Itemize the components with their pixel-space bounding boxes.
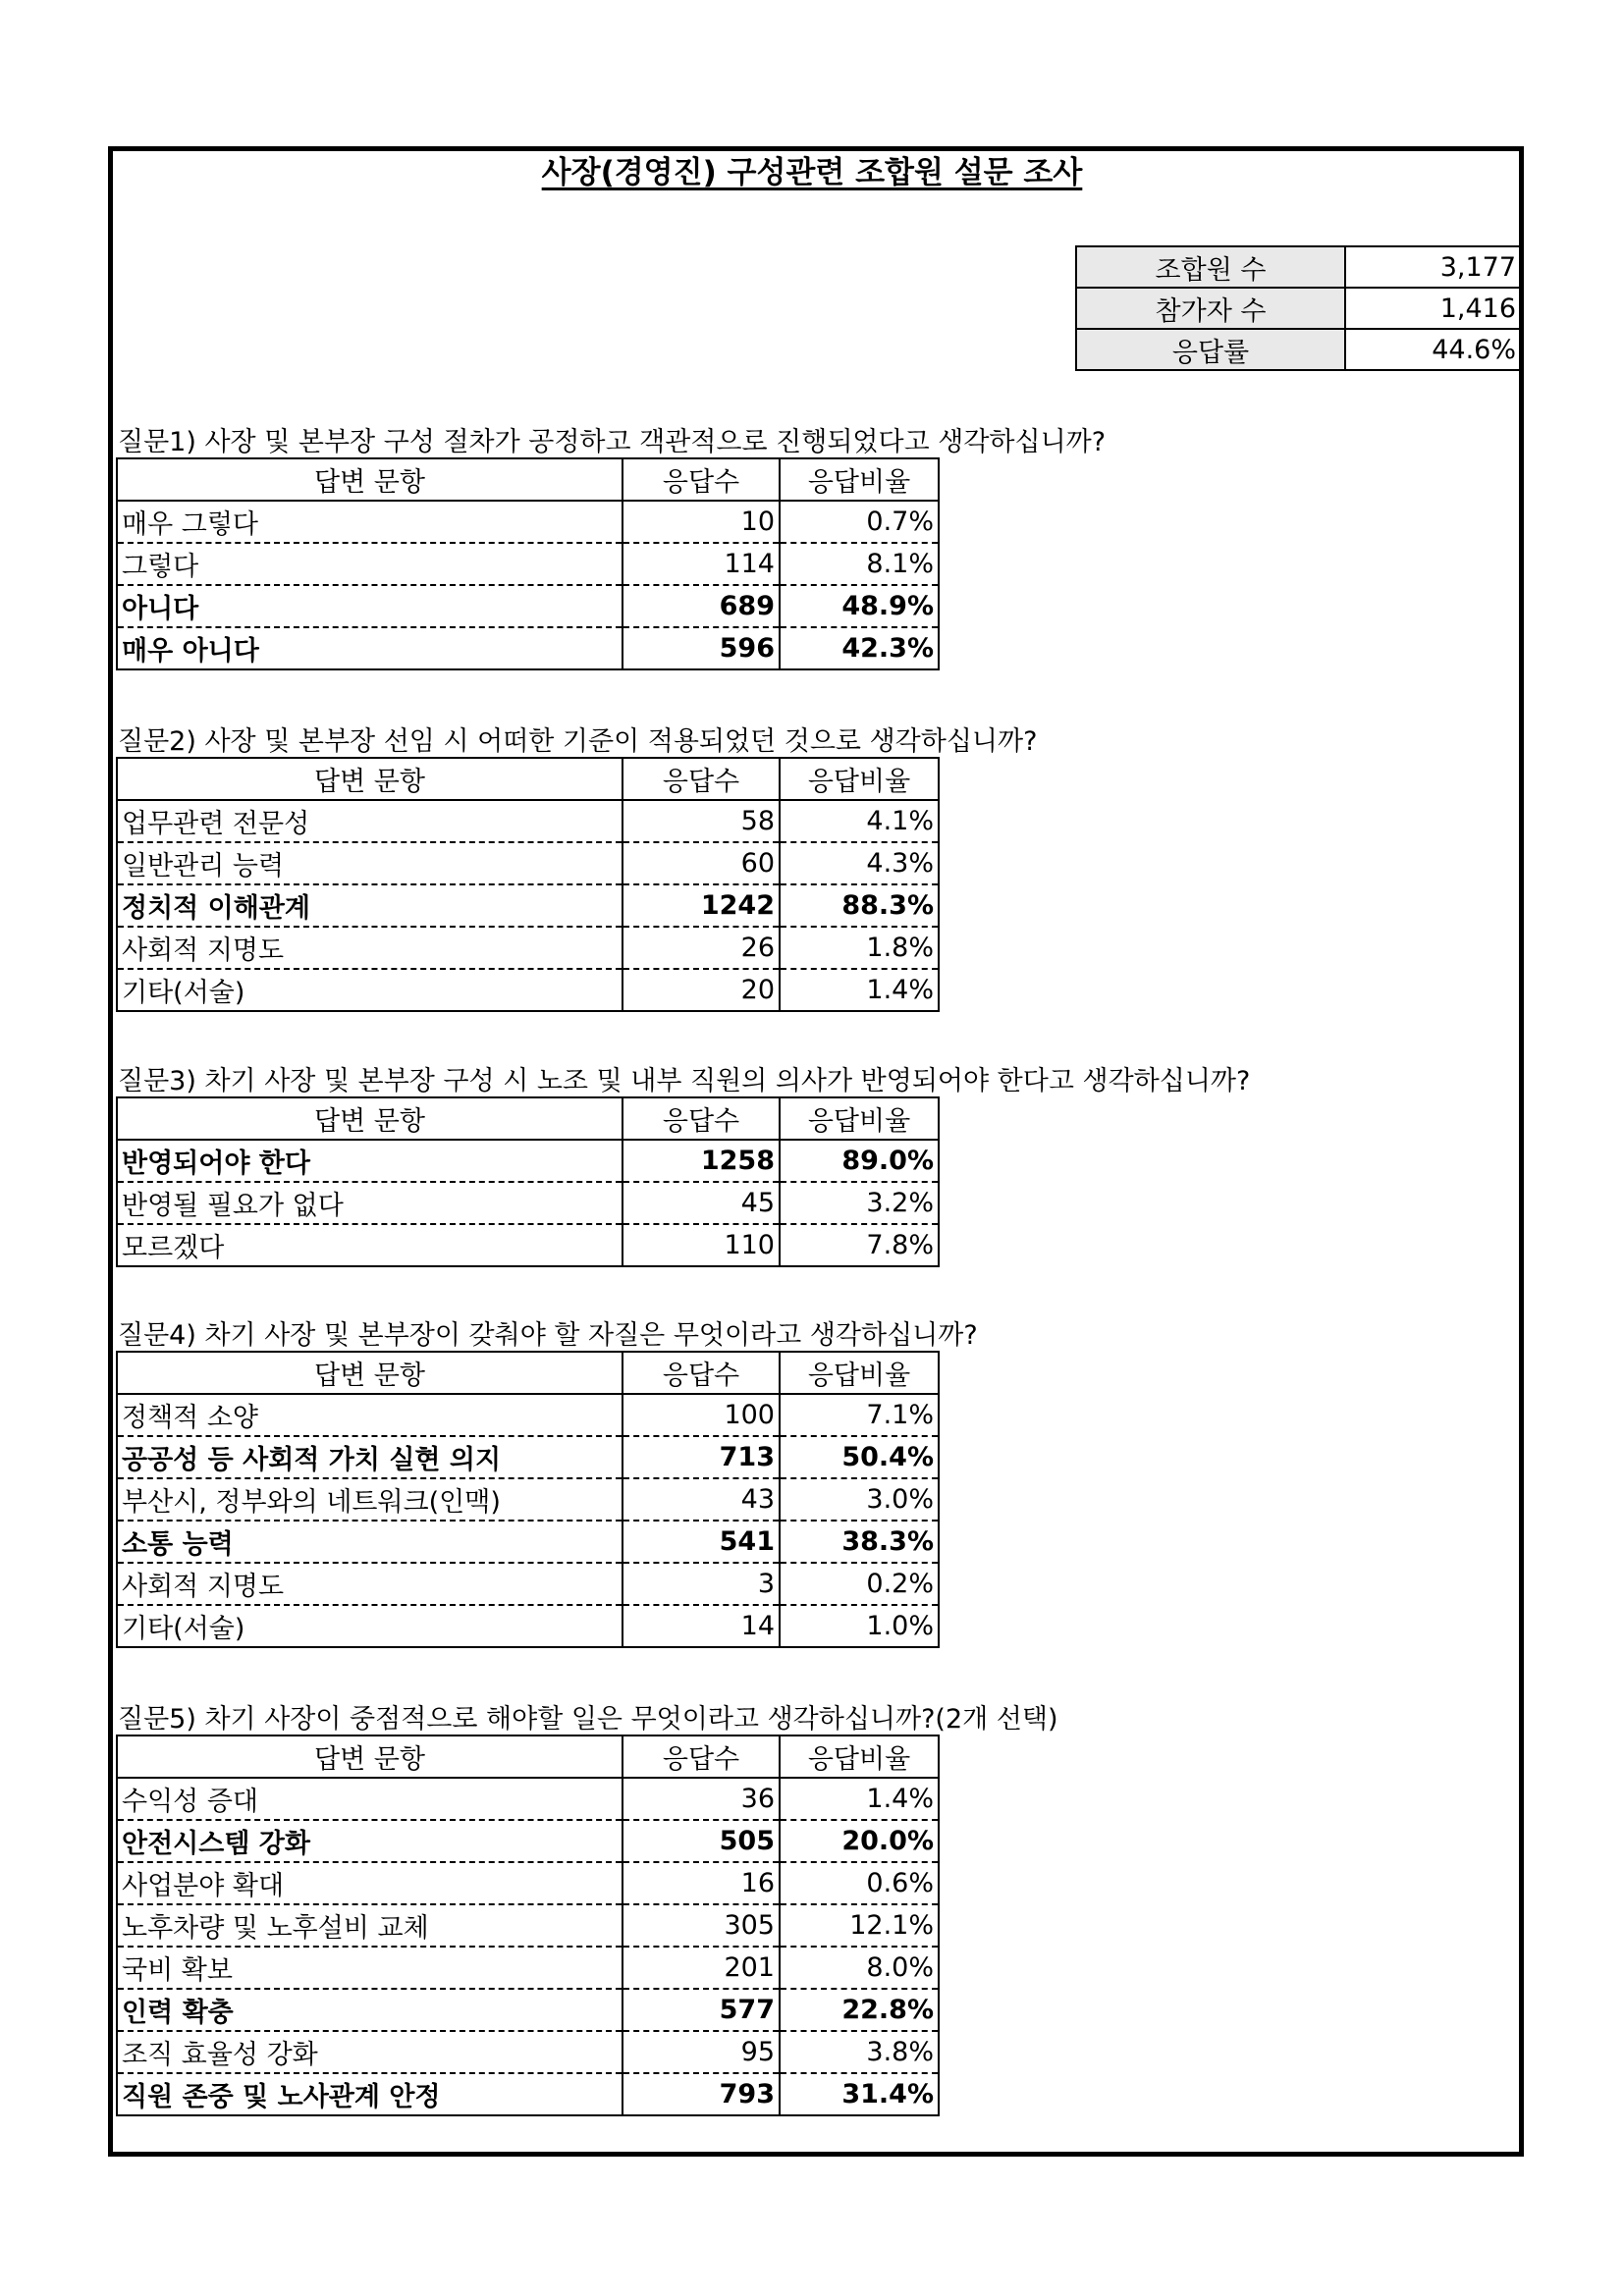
ratio-cell: 3.0% bbox=[780, 1478, 939, 1521]
header-answer: 답변 문항 bbox=[117, 758, 623, 800]
answer-cell: 아니다 bbox=[117, 585, 623, 627]
ratio-cell: 0.2% bbox=[780, 1563, 939, 1605]
answer-cell: 기타(서술) bbox=[117, 1605, 623, 1647]
summary-label: 참가자 수 bbox=[1076, 288, 1345, 329]
table-row bbox=[117, 1563, 939, 1605]
answer-cell: 조직 효율성 강화 bbox=[117, 2031, 623, 2073]
answer-cell: 수익성 증대 bbox=[117, 1778, 623, 1820]
count-cell: 58 bbox=[623, 800, 780, 842]
ratio-cell: 50.4% bbox=[780, 1436, 939, 1478]
ratio-cell: 38.3% bbox=[780, 1521, 939, 1563]
answer-cell: 소통 능력 bbox=[117, 1521, 623, 1563]
count-cell: 26 bbox=[623, 927, 780, 969]
ratio-cell: 31.4% bbox=[780, 2073, 939, 2115]
table-row bbox=[117, 1989, 939, 2031]
ratio-cell: 22.8% bbox=[780, 1989, 939, 2031]
table-row bbox=[117, 1394, 939, 1436]
table-row bbox=[117, 585, 939, 627]
count-cell: 36 bbox=[623, 1778, 780, 1820]
count-cell: 16 bbox=[623, 1862, 780, 1904]
table-row bbox=[117, 2031, 939, 2073]
ratio-cell: 1.4% bbox=[780, 1778, 939, 1820]
ratio-cell: 48.9% bbox=[780, 585, 939, 627]
answer-cell: 업무관련 전문성 bbox=[117, 800, 623, 842]
count-cell: 60 bbox=[623, 842, 780, 884]
count-cell: 114 bbox=[623, 543, 780, 585]
answer-cell: 공공성 등 사회적 가치 실현 의지 bbox=[117, 1436, 623, 1478]
answer-cell: 부산시, 정부와의 네트워크(인맥) bbox=[117, 1478, 623, 1521]
table-row bbox=[117, 1224, 939, 1266]
table-row bbox=[117, 543, 939, 585]
summary-row bbox=[1076, 246, 1523, 288]
count-cell: 3 bbox=[623, 1563, 780, 1605]
table-row bbox=[117, 627, 939, 669]
summary-value: 44.6% bbox=[1345, 329, 1523, 370]
summary-row bbox=[1076, 288, 1523, 329]
header-answer: 답변 문항 bbox=[117, 1352, 623, 1394]
header-answer: 답변 문항 bbox=[117, 1097, 623, 1140]
question-title: 질문5) 차기 사장이 중점적으로 해야할 일은 무엇이라고 생각하십니까?(2개 선택) bbox=[118, 1704, 1058, 1735]
answer-cell: 정책적 소양 bbox=[117, 1394, 623, 1436]
count-cell: 1258 bbox=[623, 1140, 780, 1182]
answer-cell: 매우 그렇다 bbox=[117, 501, 623, 543]
ratio-cell: 0.7% bbox=[780, 501, 939, 543]
ratio-cell: 0.6% bbox=[780, 1862, 939, 1904]
question-title: 질문3) 차기 사장 및 본부장 구성 시 노조 및 내부 직원의 의사가 반영되어야 한다고 생각하십니까? bbox=[118, 1066, 1251, 1096]
ratio-cell: 7.8% bbox=[780, 1224, 939, 1266]
table-header-row bbox=[117, 458, 939, 501]
answer-cell: 반영될 필요가 없다 bbox=[117, 1182, 623, 1224]
ratio-cell: 3.2% bbox=[780, 1182, 939, 1224]
document-title: 사장(경영진) 구성관련 조합원 설문 조사 bbox=[541, 155, 1083, 190]
count-cell: 577 bbox=[623, 1989, 780, 2031]
ratio-cell: 88.3% bbox=[780, 884, 939, 927]
ratio-cell: 8.1% bbox=[780, 543, 939, 585]
count-cell: 110 bbox=[623, 1224, 780, 1266]
ratio-cell: 12.1% bbox=[780, 1904, 939, 1947]
question-title: 질문4) 차기 사장 및 본부장이 갖춰야 할 자질은 무엇이라고 생각하십니까? bbox=[118, 1320, 978, 1351]
table-row bbox=[117, 1140, 939, 1182]
answer-cell: 안전시스템 강화 bbox=[117, 1820, 623, 1862]
table-row bbox=[117, 884, 939, 927]
table-row bbox=[117, 501, 939, 543]
count-cell: 10 bbox=[623, 501, 780, 543]
answer-cell: 사회적 지명도 bbox=[117, 1563, 623, 1605]
summary-row bbox=[1076, 329, 1523, 370]
header-ratio: 응답비율 bbox=[780, 758, 939, 800]
answer-cell: 직원 존중 및 노사관계 안정 bbox=[117, 2073, 623, 2115]
answer-cell: 노후차량 및 노후설비 교체 bbox=[117, 1904, 623, 1947]
table-row bbox=[117, 1521, 939, 1563]
ratio-cell: 42.3% bbox=[780, 627, 939, 669]
answer-cell: 사업분야 확대 bbox=[117, 1862, 623, 1904]
question-table bbox=[116, 1096, 940, 1267]
count-cell: 20 bbox=[623, 969, 780, 1011]
header-count: 응답수 bbox=[623, 458, 780, 501]
summary-label: 응답률 bbox=[1076, 329, 1345, 370]
header-ratio: 응답비율 bbox=[780, 1352, 939, 1394]
table-row bbox=[117, 1778, 939, 1820]
answer-cell: 그렇다 bbox=[117, 543, 623, 585]
count-cell: 100 bbox=[623, 1394, 780, 1436]
table-header-row bbox=[117, 1352, 939, 1394]
header-ratio: 응답비율 bbox=[780, 1097, 939, 1140]
count-cell: 43 bbox=[623, 1478, 780, 1521]
table-row bbox=[117, 1820, 939, 1862]
count-cell: 689 bbox=[623, 585, 780, 627]
table-row bbox=[117, 927, 939, 969]
ratio-cell: 3.8% bbox=[780, 2031, 939, 2073]
table-row bbox=[117, 1182, 939, 1224]
answer-cell: 기타(서술) bbox=[117, 969, 623, 1011]
header-count: 응답수 bbox=[623, 1097, 780, 1140]
header-answer: 답변 문항 bbox=[117, 1735, 623, 1778]
question-title: 질문1) 사장 및 본부장 구성 절차가 공정하고 객관적으로 진행되었다고 생각하십니까? bbox=[118, 427, 1107, 457]
ratio-cell: 4.1% bbox=[780, 800, 939, 842]
answer-cell: 정치적 이해관계 bbox=[117, 884, 623, 927]
table-row bbox=[117, 2073, 939, 2115]
table-row bbox=[117, 1436, 939, 1478]
answer-cell: 일반관리 능력 bbox=[117, 842, 623, 884]
header-ratio: 응답비율 bbox=[780, 1735, 939, 1778]
answer-cell: 인력 확충 bbox=[117, 1989, 623, 2031]
table-header-row bbox=[117, 1735, 939, 1778]
ratio-cell: 7.1% bbox=[780, 1394, 939, 1436]
table-row bbox=[117, 1947, 939, 1989]
question-table bbox=[116, 757, 940, 1012]
ratio-cell: 1.8% bbox=[780, 927, 939, 969]
question-table bbox=[116, 457, 940, 670]
count-cell: 201 bbox=[623, 1947, 780, 1989]
ratio-cell: 89.0% bbox=[780, 1140, 939, 1182]
count-cell: 305 bbox=[623, 1904, 780, 1947]
question-title: 질문2) 사장 및 본부장 선임 시 어떠한 기준이 적용되었던 것으로 생각하십니까? bbox=[118, 726, 1038, 757]
header-count: 응답수 bbox=[623, 1735, 780, 1778]
table-row bbox=[117, 842, 939, 884]
table-row bbox=[117, 1904, 939, 1947]
count-cell: 14 bbox=[623, 1605, 780, 1647]
summary-table bbox=[1075, 245, 1524, 371]
count-cell: 1242 bbox=[623, 884, 780, 927]
table-header-row bbox=[117, 1097, 939, 1140]
ratio-cell: 1.4% bbox=[780, 969, 939, 1011]
header-count: 응답수 bbox=[623, 758, 780, 800]
answer-cell: 사회적 지명도 bbox=[117, 927, 623, 969]
header-answer: 답변 문항 bbox=[117, 458, 623, 501]
answer-cell: 국비 확보 bbox=[117, 1947, 623, 1989]
answer-cell: 매우 아니다 bbox=[117, 627, 623, 669]
ratio-cell: 4.3% bbox=[780, 842, 939, 884]
header-ratio: 응답비율 bbox=[780, 458, 939, 501]
ratio-cell: 8.0% bbox=[780, 1947, 939, 1989]
summary-label: 조합원 수 bbox=[1076, 246, 1345, 288]
table-header-row bbox=[117, 758, 939, 800]
answer-cell: 모르겠다 bbox=[117, 1224, 623, 1266]
ratio-cell: 20.0% bbox=[780, 1820, 939, 1862]
question-table bbox=[116, 1351, 940, 1648]
count-cell: 793 bbox=[623, 2073, 780, 2115]
summary-value: 3,177 bbox=[1345, 246, 1523, 288]
count-cell: 95 bbox=[623, 2031, 780, 2073]
table-row bbox=[117, 1862, 939, 1904]
count-cell: 45 bbox=[623, 1182, 780, 1224]
answer-cell: 반영되어야 한다 bbox=[117, 1140, 623, 1182]
table-row bbox=[117, 969, 939, 1011]
question-table bbox=[116, 1735, 940, 2116]
table-row bbox=[117, 1478, 939, 1521]
count-cell: 596 bbox=[623, 627, 780, 669]
count-cell: 505 bbox=[623, 1820, 780, 1862]
count-cell: 713 bbox=[623, 1436, 780, 1478]
table-row bbox=[117, 800, 939, 842]
ratio-cell: 1.0% bbox=[780, 1605, 939, 1647]
table-row bbox=[117, 1605, 939, 1647]
summary-value: 1,416 bbox=[1345, 288, 1523, 329]
header-count: 응답수 bbox=[623, 1352, 780, 1394]
count-cell: 541 bbox=[623, 1521, 780, 1563]
